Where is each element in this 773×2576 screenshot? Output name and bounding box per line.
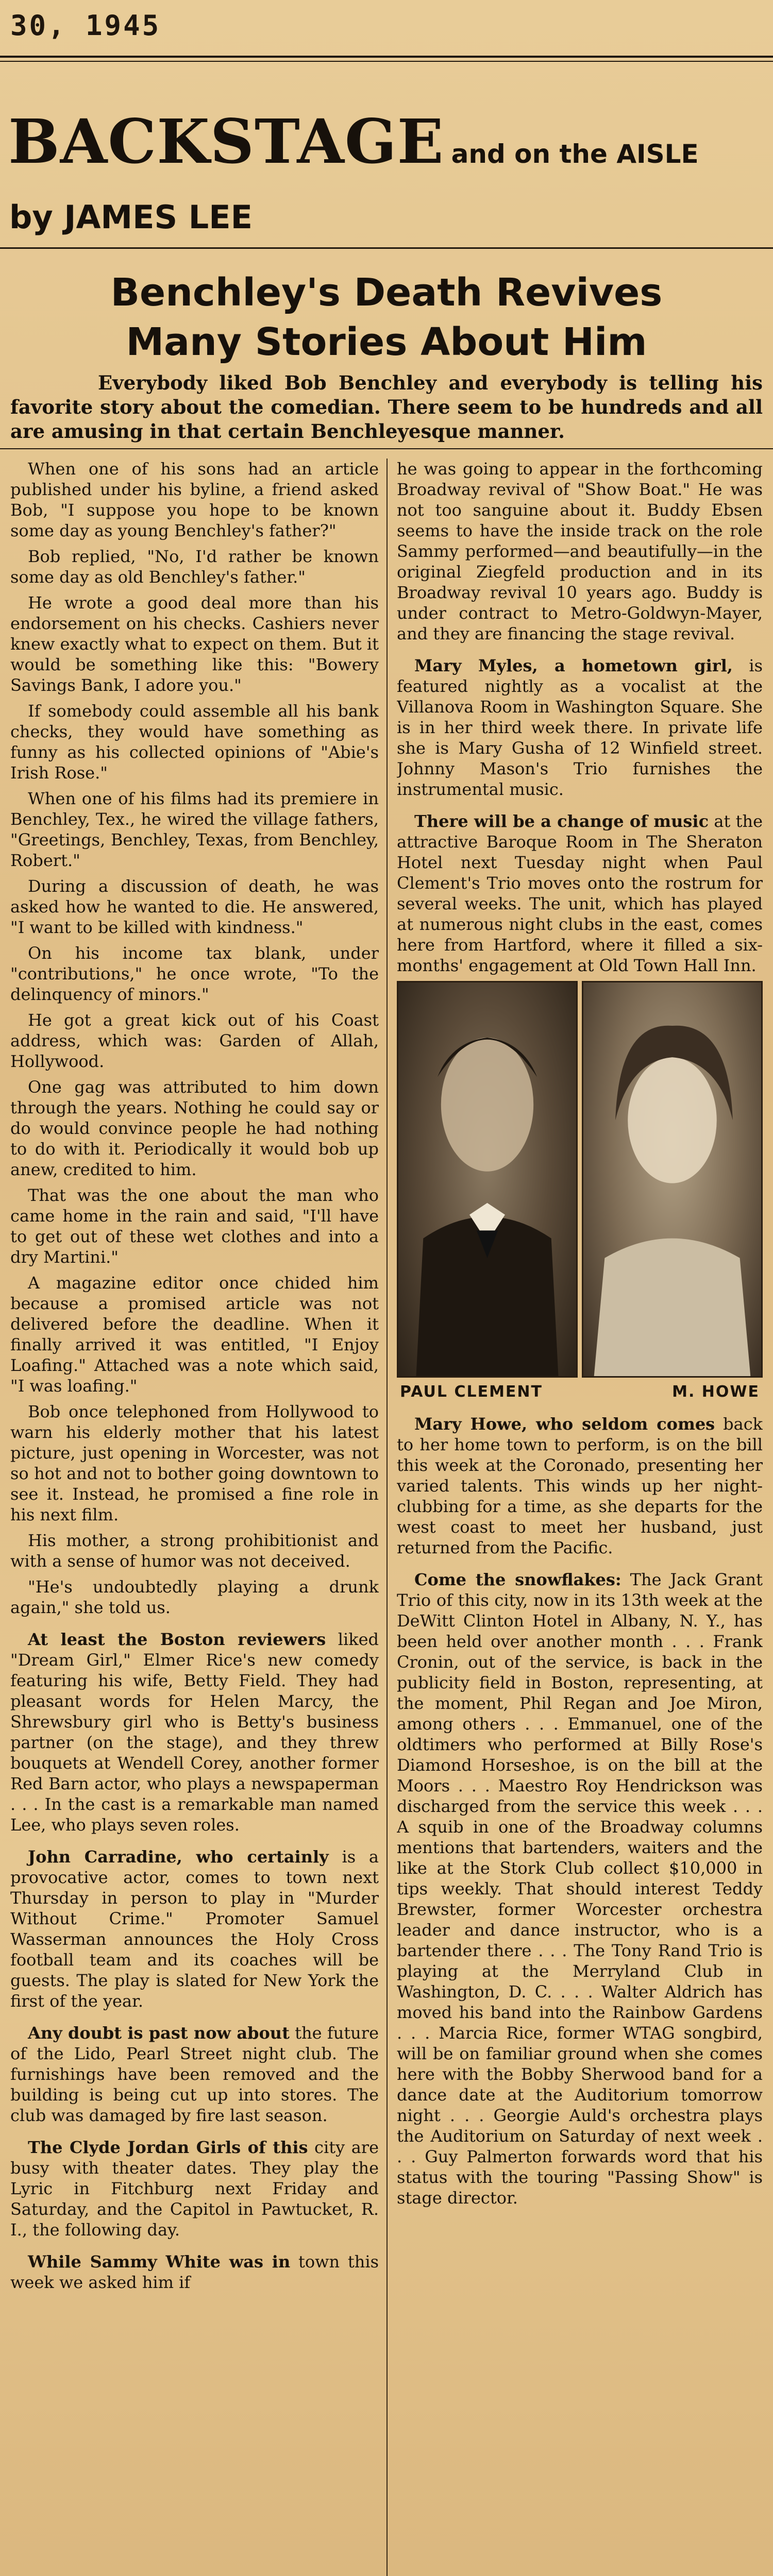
news-item [397, 1414, 763, 1558]
news-item-lead: Mary Myles, a hometown girl, [414, 656, 733, 675]
news-item-text: at the attractive Baroque Room in The Sheraton Hotel next Tuesday night when Paul Clement's Trio moves onto the rostrum for several weeks. The unit, which has played at numerous night clubs in the east, comes here from Hartford, where it filled a six-months' engagement at Old Town Hall Inn. [397, 811, 763, 975]
news-item [10, 2137, 379, 2240]
news-item-text: is featured nightly as a vocalist at the Villanova Room in Washington Square. She is in her third week there. In private life she is Mary Gusha of 12 Winfield street. Johnny Mason's Trio furnishes the instrumental music. [397, 656, 763, 799]
news-item [397, 811, 763, 976]
news-item-lead: John Carradine, who certainly [28, 1847, 329, 1867]
photo-paul-clement [397, 981, 578, 1378]
headline-line-2: Many Stories About Him [126, 320, 647, 364]
news-item-lead: At least the Boston reviewers [28, 1630, 326, 1649]
news-item-text: is a provocative actor, comes to town next Thursday in person to play in "Murder Without Crime." Promoter Samuel Wasserman announces the Holy Cross football team and its coaches will be guests. The play is slated for New York the first of the year. [10, 1847, 379, 2011]
top-rule-thin [0, 61, 773, 62]
news-item [10, 2251, 379, 2293]
column-divider [386, 459, 388, 2576]
paragraph: His mother, a strong prohibitionist and with a sense of humor was not deceived. [10, 1531, 379, 1571]
paragraph: He got a great kick out of his Coast address, which was: Garden of Allah, Hollywood. [10, 1010, 379, 1071]
news-item-text: town this week we asked him if [10, 2252, 379, 2292]
portrait-woman-icon [583, 982, 761, 1376]
photo-m-howe [582, 981, 763, 1378]
paragraph: When one of his films had its premiere in Benchley, Tex., he wired the village fathers, "Greetings, Benchley, Texas, from Benchley, Robert." [10, 789, 379, 870]
left-column [10, 459, 379, 2576]
news-item-lead: Any doubt is past now about [28, 2023, 290, 2043]
news-item-text: back to her home town to perform, is on the bill this week at the Coronado, presenting her varied talents. This winds up her night-clubbing for a time, as she departs for the west coast to meet her husband, just returned from the Pacific. [397, 1414, 763, 1557]
paragraph: "He's undoubtedly playing a drunk again," she told us. [10, 1577, 379, 1617]
paragraph: Bob once telephoned from Hollywood to warn his elderly mother that his latest picture, just opening in Worcester, was not so hot and not to bother going downtown to see it. Instead, he promised a fine role in his next film. [10, 1402, 379, 1524]
news-item-lead: While Sammy White was in [28, 2252, 291, 2272]
news-item [10, 1846, 379, 2011]
right-column [397, 459, 763, 2576]
headline-line-1: Benchley's Death Revives [110, 270, 663, 315]
news-item-lead: The Clyde Jordan Girls of this [28, 2138, 308, 2157]
paragraph: When one of his sons had an article published under his byline, a friend asked Bob, "I suppose you hope to be known some day as young Benchley's father?" [10, 459, 379, 540]
news-item [10, 2023, 379, 2126]
paragraph: A magazine editor once chided him because a promised article was not delivered before the deadline. When it finally arrived it was entitled, "I Enjoy Loafing." Attached was a note which said, "I was loafing." [10, 1273, 379, 1396]
paragraph: During a discussion of death, he was asked how he wanted to die. He answered, "I want to be killed with kindness." [10, 876, 379, 937]
photo-pair [397, 981, 763, 1378]
news-item-lead: Come the snowflakes: [414, 1570, 621, 1589]
headline [0, 268, 773, 367]
page-date: 30, 1945 [10, 9, 161, 42]
news-item-lead: Mary Howe, who seldom comes [414, 1414, 715, 1434]
lead-rule [0, 448, 773, 449]
paragraph: That was the one about the man who came home in the rain and said, "I'll have to get out of these wet clothes and into a dry Martini." [10, 1185, 379, 1267]
paragraph: he was going to appear in the forthcoming Broadway revival of "Show Boat." He was not too sanguine about it. Buddy Ebsen seems to have the inside track on the role Sammy performed—and beautifully—in the original Ziegfeld production and in its Broadway revival 10 years ago. Buddy is under contract to Metro-Goldwyn-Mayer, and they are financing the stage revival. [397, 459, 763, 643]
masthead-subtitle: and on the AISLE [451, 139, 699, 169]
news-item-text: the future of the Lido, Pearl Street night club. The furnishings have been removed and the building is being cut up into stores. The club was damaged by fire last season. [10, 2023, 379, 2125]
news-item-lead: There will be a change of music [414, 811, 709, 831]
masthead-rule [0, 247, 773, 249]
photo-captions [397, 1382, 763, 1402]
news-item [397, 1569, 763, 2208]
paragraph: If somebody could assemble all his bank checks, they would have something as funny as his collected opinions of "Abie's Irish Rose." [10, 701, 379, 783]
paragraph: Bob replied, "No, I'd rather be known some day as old Benchley's father." [10, 547, 379, 587]
right-column-bottom [397, 1414, 763, 2208]
news-item-text: city are busy with theater dates. They play the Lyric in Fitchburg next Friday and Saturday, and the Capitol in Pawtucket, R. I., the following day. [10, 2138, 379, 2240]
caption-paul-clement: PAUL CLEMENT [400, 1383, 543, 1401]
byline: by JAMES LEE [9, 198, 253, 236]
news-item [397, 655, 763, 800]
news-item-text: The Jack Grant Trio of this city, now in its 13th week at the DeWitt Clinton Hotel in Albany, N. Y., has been held over another month . . . Frank Cronin, out of the service, is back in the publicity field in Boston, representing, at the moment, Phil Regan and Joe Miron, among others . . . Emmanuel, one of the oldtimers who performed at Billy Rose's Diamond Horseshoe, is on the bill at the Moors . . . Maestro Roy Hendrickson was discharged from the service this week . . . A squib in one of the Broadway columns mentions that bartenders, waiters and the like at the Stork Club collect $10,000 in tips weekly. That should interest Teddy Brewster, former Worcester orchestra leader and dance instructor, who is a bartender there . . . The Tony Rand Trio is playing at the Merryland Club in Washington, D. C. . . . Walter Aldrich has moved his band into the Rainbow Gardens . . . Marcia Rice, former WTAG songbird, will be on familiar ground when she comes here with the Bobby Sherwood band for a dance date at the Auditorium tomorrow night . . . Georgie Auld's orchestra plays the Auditorium on Saturday of next week . . . Guy Palmerton forwards word that his status with the touring "Passing Show" is stage director. [397, 1570, 763, 2208]
right-column-top [397, 459, 763, 976]
paragraph: One gag was attributed to him down through the years. Nothing he could say or do would convince people he had nothing to do with it. Periodically it would bob up anew, credited to him. [10, 1077, 379, 1179]
lead-paragraph: Everybody liked Bob Benchley and everybody is telling his favorite story about the comedian. There seem to be hundreds and all are amusing in that certain Benchleyesque manner. [10, 371, 763, 443]
paragraph: On his income tax blank, under "contributions," he once wrote, "To the delinquency of minors." [10, 943, 379, 1004]
top-rule [0, 56, 773, 58]
caption-m-howe: M. HOWE [672, 1383, 760, 1401]
portrait-man-icon [398, 982, 576, 1376]
paragraph: He wrote a good deal more than his endorsement on his checks. Cashiers never knew exactly what to expect on them. But it would be something like this: "Bowery Savings Bank, I adore you." [10, 593, 379, 695]
column-masthead [8, 106, 699, 177]
news-item [10, 1629, 379, 1835]
masthead-title: BACKSTAGE [8, 106, 444, 177]
news-item-text: liked "Dream Girl," Elmer Rice's new comedy featuring his wife, Betty Field. They had pleasant words for Helen Marcy, the Shrewsbury girl who is Betty's business partner (on the stage), and they threw bouquets at Wendell Corey, another former Red Barn actor, who plays a newspaperman . . . In the cast is a remarkable man named Lee, who plays seven roles. [10, 1630, 379, 1835]
